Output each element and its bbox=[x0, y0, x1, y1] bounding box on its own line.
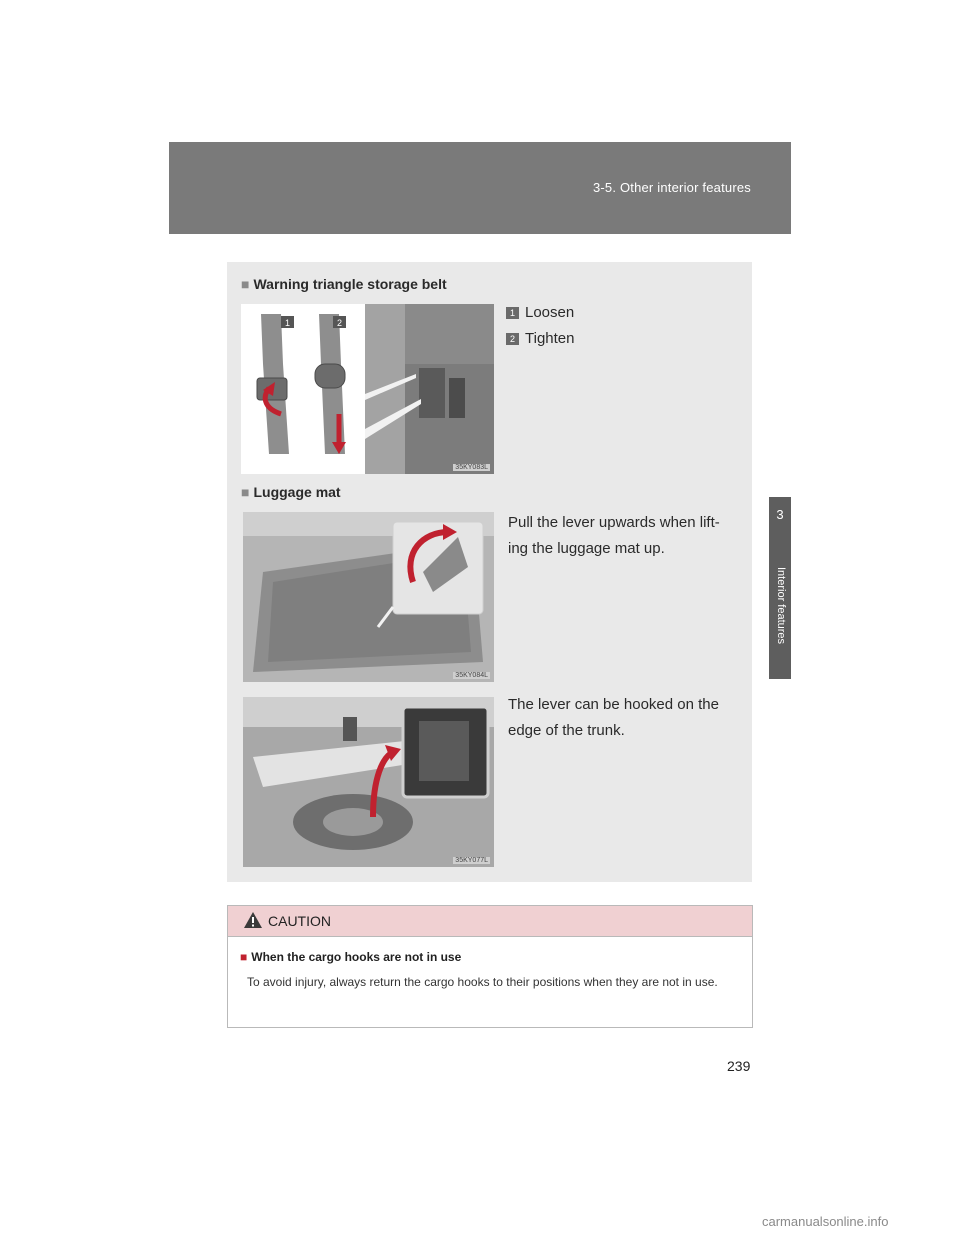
page-number: 239 bbox=[727, 1058, 751, 1074]
warning-triangle-heading: ■ Warning triangle storage belt bbox=[241, 276, 447, 292]
warning-triangle-belt-figure bbox=[241, 304, 494, 474]
caution-header bbox=[228, 906, 752, 937]
caution-title: CAUTION bbox=[268, 913, 331, 929]
legend-item-tighten: 2 Tighten bbox=[506, 326, 574, 352]
caution-subheading: ■ When the cargo hooks are not in use bbox=[240, 950, 462, 964]
square-bullet-icon: ■ bbox=[241, 276, 250, 292]
luggage-mat-lever-figure bbox=[243, 512, 494, 682]
belt-illustration bbox=[241, 304, 494, 474]
luggage-mat-instruction: Pull the lever upwards when lift- ing the luggage mat up. bbox=[508, 514, 720, 557]
watermark: carmanualsonline.info bbox=[762, 1214, 889, 1229]
chapter-tab bbox=[769, 497, 791, 679]
step-1-badge: 1 bbox=[506, 307, 519, 319]
figure-code: 35KY083L bbox=[455, 464, 488, 471]
lever-hook-instruction: The lever can be hooked on the edge of the trunk. bbox=[508, 696, 719, 739]
section-title: 3-5. Other interior features bbox=[592, 180, 751, 195]
trunk-mat-illustration bbox=[243, 512, 494, 682]
content-panel bbox=[227, 262, 752, 882]
lever-hooked-figure bbox=[243, 697, 494, 867]
figure-code: 35KY077L bbox=[455, 857, 488, 864]
svg-text:1: 1 bbox=[284, 318, 291, 328]
step-2-badge: 2 bbox=[506, 333, 519, 345]
chapter-number: 3 bbox=[776, 507, 784, 522]
figure-code: 35KY084L bbox=[455, 672, 488, 679]
luggage-mat-heading: ■ Luggage mat bbox=[241, 484, 341, 500]
legend-item-loosen: 1 Loosen bbox=[506, 300, 574, 326]
page-header bbox=[169, 142, 791, 234]
chapter-label: Interior features bbox=[775, 567, 787, 645]
svg-text:2: 2 bbox=[336, 318, 343, 328]
warning-triangle-icon bbox=[244, 912, 262, 928]
caution-text: To avoid injury, always return the cargo hooks to their positions when they are not in use. bbox=[247, 975, 718, 989]
caution-box bbox=[227, 905, 753, 1028]
lever-hook-illustration bbox=[243, 697, 494, 867]
square-bullet-icon: ■ bbox=[240, 950, 248, 964]
square-bullet-icon: ■ bbox=[241, 484, 250, 500]
